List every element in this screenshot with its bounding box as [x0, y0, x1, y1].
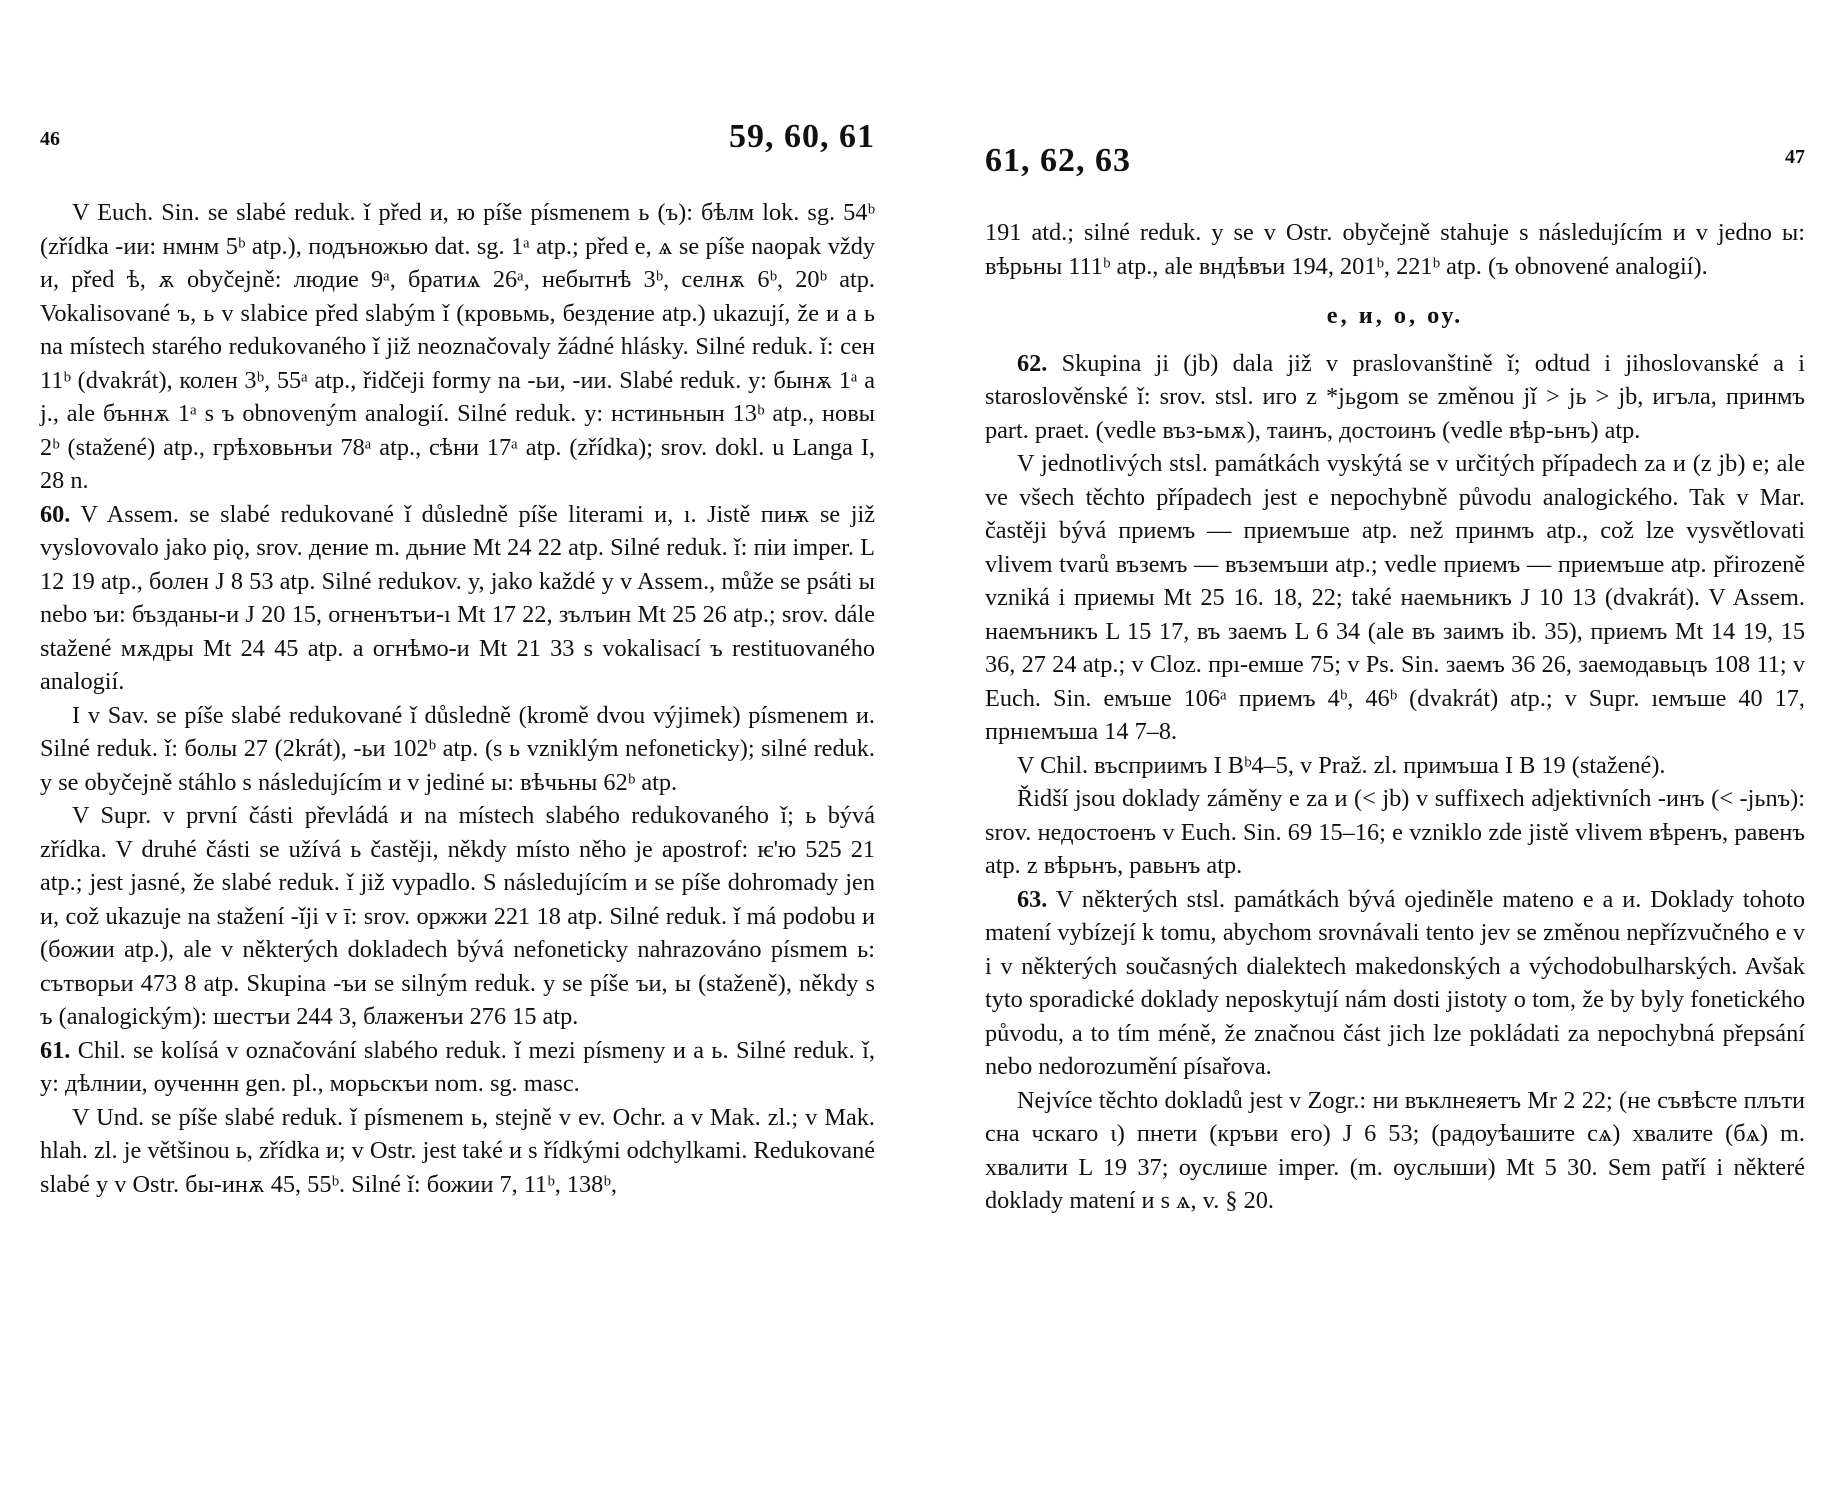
paragraph: 191 atd.; silné reduk. y se v Ostr. obyčejně stahuje s následujícím и v jedno ы: вѣрьны 111ᵇ atp., ale вндѣвъи 194, 201ᵇ, 221ᵇ atp. (ъ obnovené analogií). [985, 219, 1805, 280]
paragraph: 61. Chil. se kolísá v označování slabého reduk. ǐ mezi písmeny и a ь. Silné reduk. ǐ, y: дѣлнии, оученнн gen. pl., морьскъи nom. sg. masc. [40, 1036, 875, 1097]
paragraph: Nejvíce těchto dokladů jest v Zogr.: ни въклнеяетъ Mr 2 22; (не съвѣсте плъти сна чскаго ι) пнети (кръви его) J 6 53; (радоуѣашите сѧ) хвалите (бѧ) m. хвалити L 19 37; оуслише imper. (m. оуслыши) Mt 5 30. Sem patří i některé doklady matení и s ѧ, v. § 20. [985, 1086, 1805, 1214]
paragraph: V Euch. Sin. se slabé reduk. ǐ před и, ю píše písmenem ь (ъ): бѣлм lok. sg. 54ᵇ (zřídka -ии: нмнм 5ᵇ atp.), подъножью dat. sg. 1ᵃ atp.; před е, ѧ se píše naopak vždy и, před ѣ, ѫ obyčejně: людие 9ᵃ, братиѧ 26ᵃ, небытнѣ 3ᵇ, селнѫ 6ᵇ, 20ᵇ atp. Vokalisované ъ, ь v slabice před slabým ǐ (кровьмь, бездение atp.) ukazují, že и a ь na místech starého redukovaného ǐ již neoznačovaly žádné hlásky. Silné reduk. ǐ: сен 11ᵇ (dvakrát), колен 3ᵇ, 55ᵃ atp., řidčeji formy na -ьи, -ии. Slabé reduk. y: бынѫ 1ᵃ a j., ale бъннѫ 1ᵃ s ъ obnoveným analogií. Silné reduk. y: нстиньнын 13ᵇ atp., новы 2ᵇ (stažené) atp., грѣховьнъи 78ᵃ atp., сѣни 17ᵃ atp. (zřídka); srov. dokl. u Langa I, 28 n. [40, 199, 875, 494]
paragraph-number: 60. [40, 500, 71, 528]
section-header: 59, 60, 61 [729, 118, 875, 155]
section-header: 61, 62, 63 [985, 142, 1131, 179]
paragraph: Řidší jsou doklady záměny е za и (< jb) v suffixech adjektivních -инъ (< -jьnъ): srov. недостоенъ v Euch. Sin. 69 15–16; е vzniklo zde jistě vlivem вѣренъ, равенъ atp. z вѣрьнъ, равьнъ atp. [985, 785, 1805, 879]
paragraph: 63. V některých stsl. památkách bývá ojediněle mateno е a и. Doklady tohoto matení vybízejí k tomu, abychom srovnávali tento jev se změnou nepřízvučného e v i v některých současných dialektech makedonských a východobulharských. Avšak tyto sporadické doklady neposkytují nám dosti jistoty o tom, že by byly fonetického původu, a to tím méně, že značnou část jich lze pokládati za nepochybná přepsání nebo nedorozumění písařova. [985, 885, 1805, 1080]
paragraph-number: 63. [1017, 885, 1048, 913]
page-body [985, 216, 1805, 1218]
page-number: 46 [40, 128, 60, 150]
paragraph: 62. Skupina ji (jb) dala již v praslovanštině ǐ; odtud i jihoslovanské a i staroslověnské ǐ: srov. stsl. иго z *jьgom se změnou jǐ > jь > jb, игъла, принмъ part. praet. (vedle въз-ьмѫ), тaинъ, достоинъ (vedle вѣр-ьнъ) atp. [985, 349, 1805, 444]
paragraph: V jednotlivých stsl. památkách vyskýtá se v určitých případech za и (z jb) е; ale ve všech těchto případech jest е nepochybně původu analogického. Tak v Mar. častěji bývá приемъ — приемъше atp. než принмъ atp., což lze vysvětlovati vlivem tvarů въземъ — въземъши atp.; vedle приемъ — приемъше atp. přirozeně vzniká i приемы Mt 25 16. 18, 22; také наемьникъ J 10 13 (dvakrát). V Assem. наемъникъ L 15 17, въ заемъ L 6 34 (ale въ заимъ ib. 35), приемъ Mt 14 19, 15 36, 27 24 atp.; v Cloz. прı-емше 75; v Ps. Sin. заемъ 36 26, заемодавьцъ 108 11; v Euch. Sin. емъше 106ᵃ приемъ 4ᵇ, 46ᵇ (dvakrát) atp.; v Supr. ıемъше 40 17, прнıемъша 14 7–8. [985, 450, 1805, 745]
left-page [40, 0, 875, 1500]
subheading: е, и, о, оу. [1326, 302, 1464, 329]
paragraph-number: 61. [40, 1036, 71, 1064]
page-number: 47 [1785, 146, 1805, 168]
paragraph: V Und. se píše slabé reduk. ǐ písmenem ь, stejně v ev. Ochr. a v Mak. zl.; v Mak. hlah. zl. je většinou ь, zřídka и; v Ostr. jest také и s řídkými odchylkami. Redukované slabé y v Ostr. бы-инѫ 45, 55ᵇ. Silné ǐ: божии 7, 11ᵇ, 138ᵇ, [40, 1103, 875, 1198]
page-body [40, 196, 875, 1201]
paragraph: 60. V Assem. se slabé redukované ǐ důsledně píše literami и, ı. Jistě пиѭ se již vyslovovalo jako piǫ, srov. дение m. дьние Mt 24 22 atp. Silné reduk. ǐ: пiи imper. L 12 19 atp., болен J 8 53 atp. Silné redukov. y, jako každé y v Assem., může se psáti ы nebo ъи: бъзданы-и J 20 15, огненътъи-ı Mt 17 22, зълъин Mt 25 26 atp.; srov. dále stažené мѫдры Mt 24 45 atp. a огнѣмо-и Mt 21 33 s vokalisací ъ restituovaného analogií. [40, 500, 875, 695]
paragraph: I v Sav. se píše slabé redukované ǐ důsledně (kromě dvou výjimek) písmenem и. Silné reduk. ǐ: болы 27 (2krát), -ьи 102ᵇ atp. (s ь vzniklým nefoneticky); silné reduk. y se obyčejně stáhlo s následujícím и v jediné ы: вѣчьны 62ᵇ atp. [40, 701, 875, 796]
paragraph: V Chil. въсприимъ I Bᵇ4–5, v Praž. zl. примъша I B 19 (stažené). [1017, 751, 1666, 779]
paragraph: V Supr. v první části převládá и na místech slabého redukovaného ǐ; ь bývá zřídka. V druhé části se užívá ь častěji, někdy místo něho je apostrof: ѥ'ю 525 21 atp.; jest jasné, že slabé reduk. ǐ již vypadlo. S následujícím и se píše dohromady jen и, což ukazuje na stažení -ǐji v ī: srov. оржжи 221 18 atp. Silné reduk. ǐ má podobu и (божии atp.), ale v některých dokladech bývá nefoneticky nahrazováno písmem ь: сътворьи 473 8 atp. Skupina -ъи se silným reduk. y se píše ъи, ы (staženě), někdy s ъ (analogickým): шестъи 244 3, блаженъи 276 15 atp. [40, 802, 875, 1030]
right-page [985, 0, 1805, 1500]
paragraph-number: 62. [1017, 349, 1048, 377]
